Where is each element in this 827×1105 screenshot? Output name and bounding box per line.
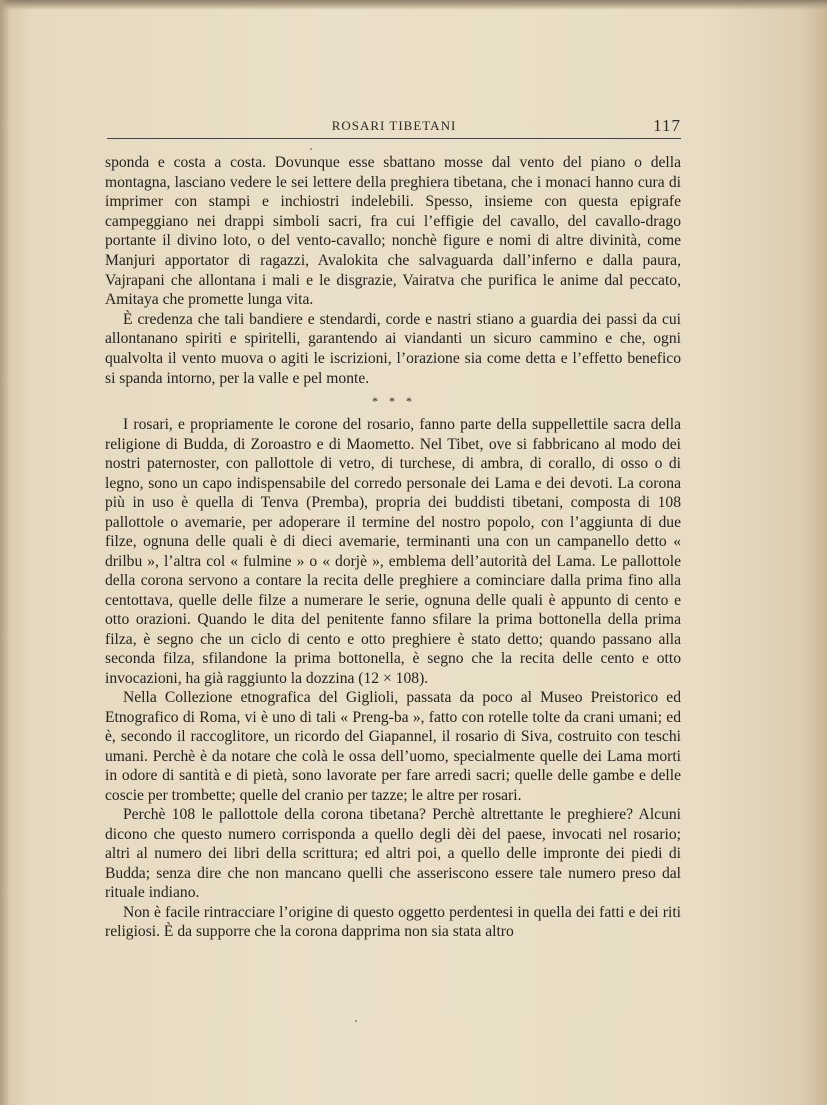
page-top-edge: [0, 0, 827, 10]
page-binding-edge: [0, 0, 10, 1105]
paragraph: Non è facile rintracciare l’origine di questo oggetto perdentesi in quella dei fatti e dei riti religiosi. È da supporre che la corona dapprima non sia stata altro: [105, 903, 681, 940]
paper-speck: [355, 1020, 357, 1022]
paragraph: Perchè 108 le pallottole della corona tibetana? Perchè altrettante le preghiere? Alcuni dicono che questo numero corrisponda a quello degli dèi del paese, invocati nel rosario; altri al numero dei libri della scrittura; ed altri poi, a quello delle impronte dei piedi di Budda; senza dire che non mancano quelli che asseriscono essere tale numero preso dal rituale indiano.: [105, 806, 681, 901]
header-rule: [107, 138, 681, 139]
page-header: [107, 116, 681, 138]
page-number: 117: [653, 116, 681, 135]
section-1: [105, 153, 681, 388]
paper-speck: [310, 148, 312, 150]
paragraph: È credenza che tali bandiere e stendardi, corde e nastri stiano a guardia dei passi da cui allontanano spiriti e spiritelli, garantendo ai viandanti un sicuro cammino e che, ogni qualvolta il vento muova o agiti le iscrizioni, l’orazione sia come detta e l’effetto benefico si spanda intorno, per la valle e pel monte.: [105, 310, 681, 387]
paragraph: Nella Collezione etnografica del Giglioli, passata da poco al Museo Preistorico ed Etnografico di Roma, vi è uno di tali « Preng-ba », fatto con rotelle tolte da crani umani; ed è, secondo il raccoglitore, un ricordo del Giapannel, il rosario di Siva, costruito con teschi umani. Perchè è da notare che colà le ossa dell’uomo, specialmente quelle dei Lama morti in odore di santità e di pietà, sono lavorate per fare arredi sacri; quelle delle gambe e delle coscie per trombette; quelle del cranio per tazze; le altre per rosari.: [105, 689, 681, 804]
paragraph: I rosari, e propriamente le corone del rosario, fanno parte della suppellettile sacra della religione di Budda, di Zoroastro e di Maometto. Nel Tibet, ove si fabbricano al modo dei nostri paternoster, con pallottole di vetro, di turchese, di ambra, di corallo, di osso o di legno, sono un capo indispensabile del corredo personale dei Lama e dei devoti. La corona più in uso è quella di Tenva (Premba), propria dei buddisti tibetani, composta di 108 pallottole o avemarie, per adoperare il termine del nostro popolo, con l’aggiunta di due filze, ognuna delle quali è di dieci avemarie, terminanti una con un campanello detto « drilbu », l’altra col « fulmine » o « dorjè », emblema dell’autorità del Lama. Le pallottole della corona servono a contare la recita delle preghiere a cominciare dalla prima fino alla centottava, quelle delle filze a numerare le serie, ognuna delle quali è appunto di cento e otto orazioni. Quando le dita del penitente fanno sfilare la prima bottonella della prima filza, è segno che un ciclo di cento e otto preghiere è stato detto; quando passano alla seconda filza, sfilandone la prima bottonella, è segno che la recita delle cento e otto invocazioni, ha già raggiunto la dozzina (12 × 108).: [105, 416, 681, 687]
section-2: [105, 415, 681, 942]
running-head: ROSARI TIBETANI: [331, 118, 457, 133]
paragraph: sponda e costa a costa. Dovunque esse sbattano mosse dal vento del piano o della montagna, lasciano vedere le sei lettere della preghiera tibetana, che i monaci hanno cura di imprimer con stampi e inchiostri indelebili. Spesso, insieme con questa epigrafe campeggiano nei drappi simboli sacri, fra cui l’effigie del cavallo, del cavallo-drago portante il divino loto, o del vento-cavallo; nonchè figure e nomi di altre divinità, come Manjuri apportator di ragazzi, Avalokita che salvaguarda dall’inferno e dalla paura, Vajrapani che allontana i mali e le disgrazie, Vairatva che purifica le anime dal peccato, Amitaya che promette lunga vita.: [105, 154, 681, 309]
section-separator: * * *: [372, 394, 416, 408]
